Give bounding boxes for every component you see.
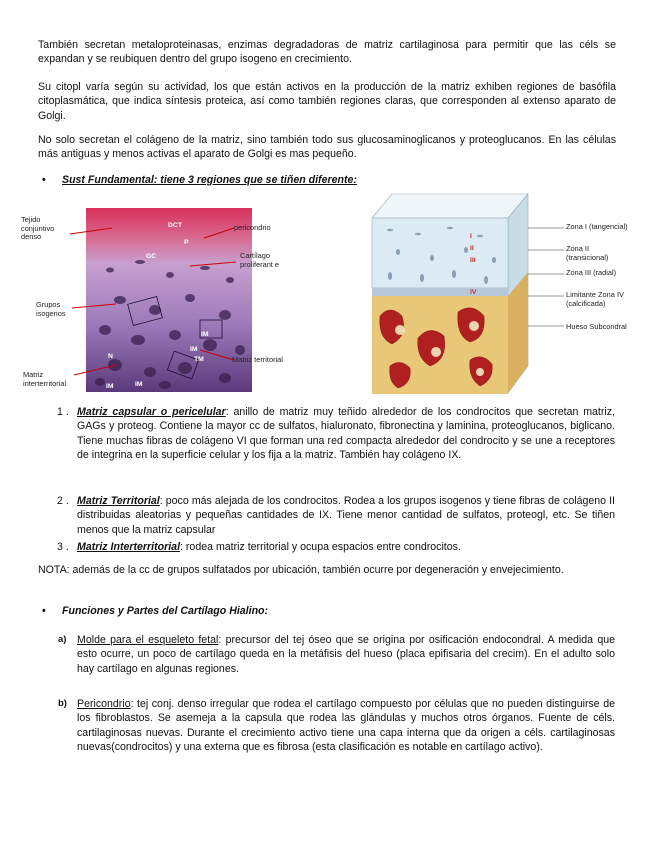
figure-histology <box>20 200 292 392</box>
list-letter: b) <box>58 698 67 709</box>
term-pericondrio: Pericondrio <box>77 698 131 710</box>
list-item-pericondrio <box>58 697 615 755</box>
term-matriz-interterritorial: Matriz Interterritorial <box>77 541 181 553</box>
text-matriz-capsular: : anillo de matriz muy teñido alrededor de los condrocitos que secretan matriz, GAGs y proteog. Contiene la mayor cc de sulfatos, hialuronato, fibronectina y laminina, proteoglucanos, biglicano. Tiene muchas fibras de colágeno VI que forman una red compacta alrededor del condrocito y se une a receptores de integrina en la superficie celular y los fija a la matriz. También hay colágeno IX. <box>77 406 615 462</box>
paragraph-colageno: No solo secretan el colágeno de la matriz, sino también todo sus glucosaminoglicanos y proteoglucanos. En las células más antiguas y menos activas el aparato de Golgi es mas pequeño. <box>38 134 616 161</box>
label-matriz-territorial: Matriz territorial <box>232 355 283 364</box>
label-zona-iii: Zona III (radial) <box>566 268 617 277</box>
zone-marker-iii: III <box>470 257 476 264</box>
bullet-funciones <box>42 604 269 618</box>
label-p: P <box>184 239 189 246</box>
zone-marker-ii: II <box>470 245 474 252</box>
label-grupos-isogenos: Grupos isogenos <box>36 300 66 318</box>
term-molde-esqueleto: Molde para el esqueleto fetal <box>77 634 219 646</box>
term-matriz-territorial: Matriz Territorial <box>77 495 160 507</box>
list-number: 3 . <box>57 541 69 553</box>
zone-marker-i: I <box>470 233 472 240</box>
label-im-2: IM <box>190 346 198 353</box>
list-item-matriz-territorial <box>57 494 615 537</box>
label-cartilago-proliferante: Cartílago proliferant e <box>240 251 280 269</box>
label-pericondrio: pericondrio <box>234 223 271 232</box>
bullet-dot: • <box>42 605 46 617</box>
list-item-matriz-interterritorial <box>57 540 615 554</box>
label-im-3: IM <box>106 383 114 390</box>
label-im-1: IM <box>201 331 209 338</box>
label-matriz-interterritorial: Matriz interterritorial <box>23 370 67 388</box>
label-hueso-subcondral: Hueso Subcondral <box>566 322 627 331</box>
label-tm: TM <box>194 356 204 363</box>
zone-marker-iv: IV <box>470 289 477 296</box>
figure-cartilage-zones <box>370 188 630 398</box>
term-matriz-capsular: Matriz capsular o pericelular <box>77 406 226 418</box>
label-n: N <box>108 353 113 360</box>
text-molde-esqueleto: : precursor del tej óseo que se origina por osificación endocondral. A medida que esto ocurre, un poco de cartílago queda en la metáfisis del hueso (placa epifisaria del crecim). En el adulto solo hay cartílago en algunas regiones. <box>77 634 615 675</box>
label-zona-iv: Limitante Zona IV (calcificada) <box>566 290 624 308</box>
text-matriz-interterritorial: : rodea matriz territorial y ocupa espacios entre condrocitos. <box>180 541 461 553</box>
label-tejido-conjuntivo: Tejido conjuntivo denso <box>21 215 55 242</box>
bullet-dot: • <box>42 174 46 186</box>
text-pericondrio: : tej conj. denso irregular que rodea el cartílago compuesto por células que no pueden distinguirse de los fibroblastos. Se asemeja a la capsula que rodea las glándulas y muchos otros órganos. Fuente de céls. cartilaginosas nuevas. Durante el crecimiento activo tiene una capa interna que da origen a céls. cartilaginosas nuevas(condrocitos) y una externa que es fibrosa (esta clasificación es notable en cartílago activo). <box>77 698 615 754</box>
bullet-sust-fundamental <box>42 173 357 187</box>
text-matriz-territorial: : poco más alejada de los condrocitos. Rodea a los grupos isogenos y tiene fibras de colágeno II distribuidas aleatorias y pequeñas cantidades de IX. Tiene menor cantidad de sulfatos, proteogl, etc. Se tiñen menos que la matriz capsular <box>77 495 615 536</box>
paragraph-metaloproteinasas: También secretan metaloproteinasas, enzimas degradadoras de matriz cartilaginosa para permitir que las céls se expandan y se reubiquen dentro del grupo isogeno en crecimiento. <box>38 39 616 66</box>
bullet-sust-fundamental-text: Sust Fundamental: tiene 3 regiones que se tiñen diferente: <box>62 174 357 186</box>
label-zona-ii: Zona II (transicional) <box>566 244 609 262</box>
list-item-molde-esqueleto <box>58 633 615 676</box>
label-zona-i: Zona I (tangencial) <box>566 222 628 231</box>
label-im-4: IM <box>135 381 143 388</box>
list-letter: a) <box>58 634 67 645</box>
paragraph-citoplasma: Su citopl varía según su actividad, los que están activos en la producción de la matriz exhiben regiones de basófila citoplasmática, que indica síntesis proteica, así como también regiones claras, que corresponden al extenso aparato de Golgi. <box>38 81 616 122</box>
list-number: 1 . <box>57 406 69 418</box>
paragraph-nota: NOTA: además de la cc de grupos sulfatados por ubicación, también ocurre por degeneración y envejecimiento. <box>38 564 564 576</box>
label-gc: GC <box>146 253 157 260</box>
bullet-funciones-text: Funciones y Partes del Cartílago Hialino: <box>62 605 269 617</box>
label-dct: DCT <box>168 222 182 229</box>
list-number: 2 . <box>57 495 69 507</box>
list-item-matriz-capsular <box>57 405 615 463</box>
